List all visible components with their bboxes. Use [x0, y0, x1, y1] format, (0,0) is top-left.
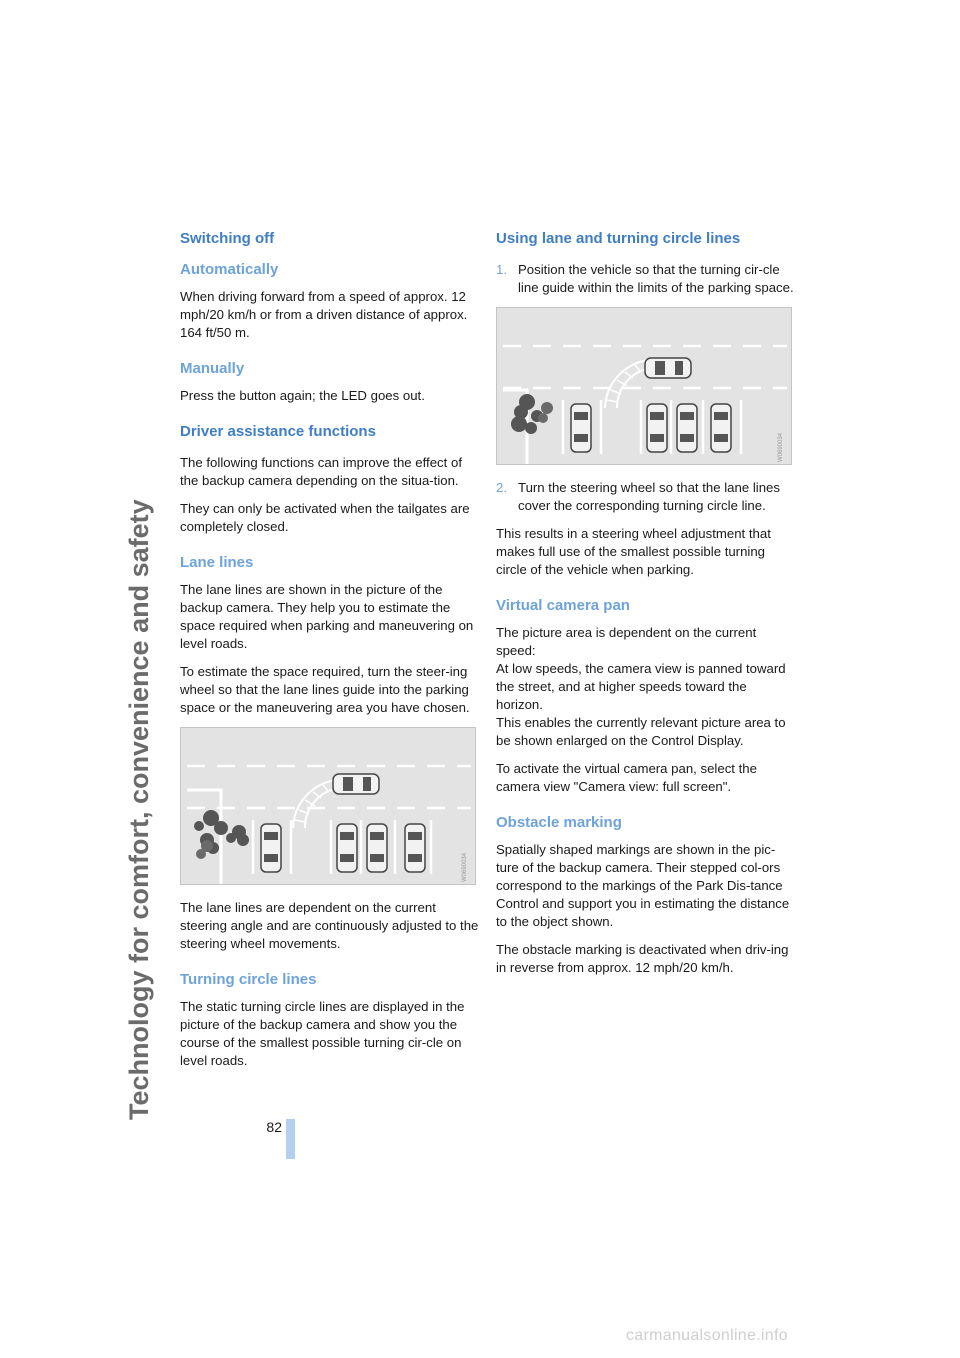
virtual-pan-paragraph-2: To activate the virtual camera pan, select the camera view "Camera view: full screen". [496, 761, 757, 794]
turning-circle-illustration [496, 307, 792, 465]
step-2-number: 2. [496, 480, 507, 495]
step-2 [496, 479, 796, 515]
step-1-number: 1. [496, 262, 507, 277]
page-number: 82 [266, 1119, 282, 1135]
virtual-pan-line-a: The picture area is dependent on the current speed: [496, 625, 757, 658]
virtual-pan-paragraph-1 [496, 624, 796, 750]
step-1-text: Position the vehicle so that the turning cir-cle line guide within the limits of the parking space. [518, 262, 794, 295]
manually-text: Press the button again; the LED goes out. [180, 388, 425, 403]
lane-lines-paragraph-1: The lane lines are shown in the picture of the backup camera. They help you to estimate the space required when parking and maneuvering on level roads. [180, 582, 474, 651]
virtual-pan-line-c: This enables the currently relevant picture area to be shown enlarged on the Control Display. [496, 715, 786, 748]
result-paragraph: This results in a steering wheel adjustment that makes full use of the smallest possible turning circle of the vehicle when parking. [496, 526, 771, 577]
lane-lines-illustration [180, 727, 476, 885]
side-chapter-title-text: Technology for comfort, convenience and safety [124, 499, 154, 1120]
virtual-pan-line-b: At low speeds, the camera view is panned toward the street, and at higher speeds toward the horizon. [496, 661, 786, 712]
figure-code-right: W0690034 [778, 432, 784, 462]
heading-driver-assistance: Driver assistance functions [180, 423, 376, 440]
figure-code-left: W0690034 [462, 852, 468, 882]
page-tab-marker [286, 1119, 295, 1159]
right-column [496, 230, 796, 987]
step-1 [496, 261, 796, 297]
heading-using-lines: Using lane and turning circle lines [496, 230, 741, 247]
footer-logo: carmanualsonline.info [626, 1327, 788, 1344]
left-column [180, 230, 480, 1080]
lane-lines-paragraph-3: The lane lines are dependent on the current steering angle and are continuously adjusted to the steering wheel movements. [180, 900, 479, 951]
step-2-text: Turn the steering wheel so that the lane lines cover the corresponding turning circle line. [518, 480, 780, 513]
driver-assistance-paragraph-1: The following functions can improve the effect of the backup camera depending on the situa-tion. [180, 455, 462, 488]
side-chapter-title [118, 40, 158, 1120]
heading-automatically: Automatically [180, 261, 279, 278]
heading-turning-circle-lines: Turning circle lines [180, 971, 317, 988]
automatically-text: When driving forward from a speed of approx. 12 mph/20 km/h or from a driven distance of approx. 164 ft/50 m. [180, 289, 468, 340]
steps-list-continued [496, 479, 796, 515]
heading-lane-lines: Lane lines [180, 554, 254, 571]
obstacle-paragraph-2: The obstacle marking is deactivated when driv-ing in reverse from approx. 12 mph/20 km/h. [496, 942, 789, 975]
heading-manually: Manually [180, 360, 245, 377]
heading-obstacle-marking: Obstacle marking [496, 814, 622, 831]
driver-assistance-paragraph-2: They can only be activated when the tailgates are completely closed. [180, 501, 470, 534]
heading-virtual-camera-pan: Virtual camera pan [496, 597, 630, 614]
lane-lines-paragraph-2: To estimate the space required, turn the steer-ing wheel so that the lane lines guide into the parking space or the maneuvering area you have chosen. [180, 664, 470, 715]
obstacle-paragraph-1: Spatially shaped markings are shown in the pic-ture of the backup camera. Their stepped col-ors correspond to the markings of the Park Dis-tance Control and support you in estimating the distance to the object shown. [496, 842, 790, 929]
steps-list [496, 261, 796, 297]
turning-circle-paragraph-1: The static turning circle lines are displayed in the picture of the backup camera and show you the course of the smallest possible turning cir-cle on level roads. [180, 999, 465, 1068]
heading-switching-off: Switching off [180, 230, 275, 247]
